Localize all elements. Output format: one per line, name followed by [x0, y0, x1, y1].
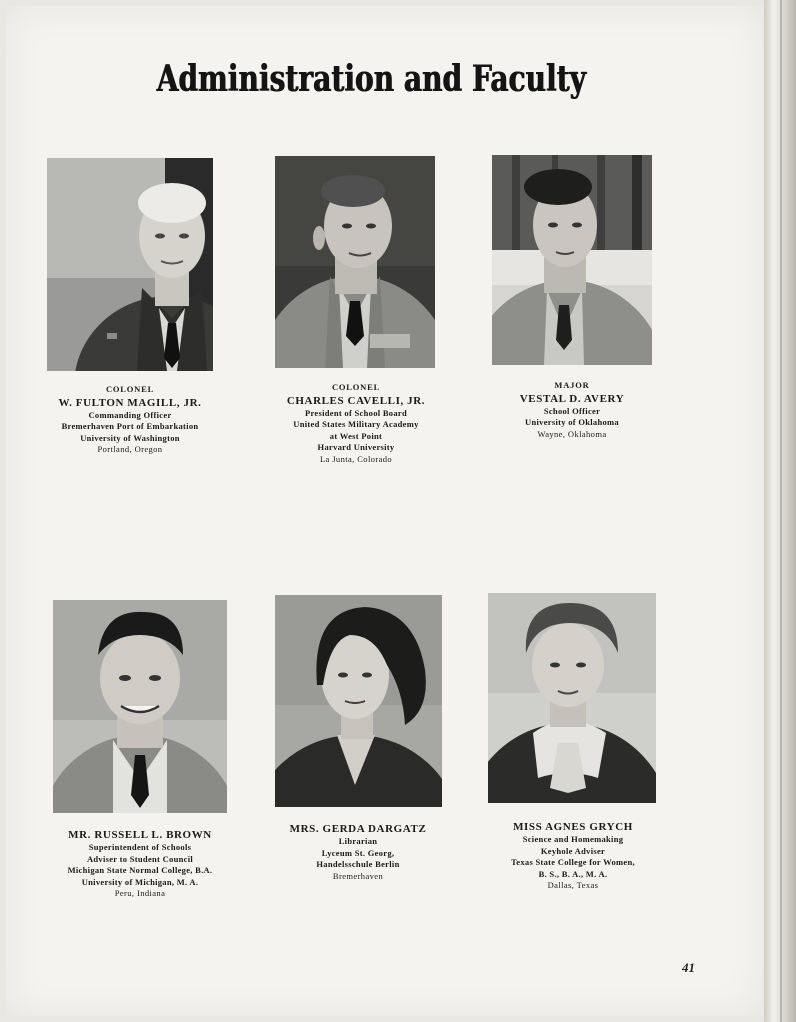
portrait-photo-brown	[53, 600, 227, 813]
education-line: University of Oklahoma	[525, 417, 619, 427]
portrait-brown-icon	[53, 600, 227, 813]
person-name: MRS. GERDA DARGATZ	[289, 823, 427, 835]
portrait-avery-icon	[492, 155, 652, 365]
education-line: Lyceum St. Georg,	[321, 847, 395, 858]
education-line: Michigan State Normal College, B.A.	[67, 865, 213, 875]
role-line: President of School Board	[304, 407, 408, 418]
rank-label: MAJOR	[554, 380, 590, 390]
role-line: Science and Homemaking	[522, 834, 624, 844]
portrait-photo-dargatz	[275, 595, 442, 807]
education-line: Texas State College for Women,	[511, 857, 635, 867]
caption-brown	[44, 828, 236, 900]
hometown-line: Dallas, Texas	[547, 880, 599, 890]
portrait-photo-cavelli	[275, 156, 435, 368]
role-line: Commanding Officer	[88, 409, 172, 420]
education-line: Handelsschule Berlin	[316, 859, 400, 869]
page-gutter-line	[780, 0, 782, 1022]
hometown-line: Portland, Oregon	[97, 444, 163, 454]
caption-grych	[478, 820, 668, 892]
caption-cavelli	[266, 382, 446, 465]
caption-magill	[40, 384, 220, 456]
caption-dargatz	[268, 822, 448, 882]
education-line: University of Washington	[80, 432, 180, 443]
hometown-line: Wayne, Oklahoma	[537, 428, 607, 439]
role-line: Librarian	[338, 836, 378, 846]
person-name: CHARLES CAVELLI, JR.	[286, 394, 426, 407]
education-line: United States Military Academy	[293, 419, 419, 429]
page-title: Administration and Faculty	[156, 58, 586, 100]
page-number: 41	[682, 960, 695, 975]
education-line: at West Point	[329, 430, 383, 441]
hometown-line: Bremerhaven	[332, 870, 384, 881]
hometown-line: La Junta, Colorado	[319, 453, 393, 464]
role-line: Bremerhaven Port of Embarkation	[61, 421, 199, 431]
person-name: VESTAL D. AVERY	[519, 392, 625, 405]
rank-label: COLONEL	[331, 382, 381, 392]
caption-avery	[488, 380, 656, 440]
rank-label: COLONEL	[105, 384, 155, 394]
portrait-cavelli-icon	[275, 156, 435, 368]
portrait-grych-icon	[488, 593, 656, 803]
role-line: Superintendent of Schools	[88, 842, 192, 852]
portrait-magill-icon	[47, 158, 213, 371]
portrait-dargatz-icon	[275, 595, 442, 807]
person-name: MR. RUSSELL L. BROWN	[68, 829, 212, 841]
person-name: W. FULTON MAGILL, JR.	[58, 396, 202, 409]
education-line: Harvard University	[317, 442, 395, 452]
portrait-photo-grych	[488, 593, 656, 803]
education-line: B. S., B. A., M. A.	[538, 868, 608, 879]
portrait-photo-avery	[492, 155, 652, 365]
portrait-photo-magill	[47, 158, 213, 371]
education-line: University of Michigan, M. A.	[81, 876, 199, 887]
hometown-line: Peru, Indiana	[114, 888, 166, 898]
role-line: Adviser to Student Council	[86, 853, 194, 864]
role-line: Keyhole Adviser	[540, 845, 606, 856]
role-line: School Officer	[543, 405, 601, 416]
person-name: MISS AGNES GRYCH	[513, 821, 633, 833]
